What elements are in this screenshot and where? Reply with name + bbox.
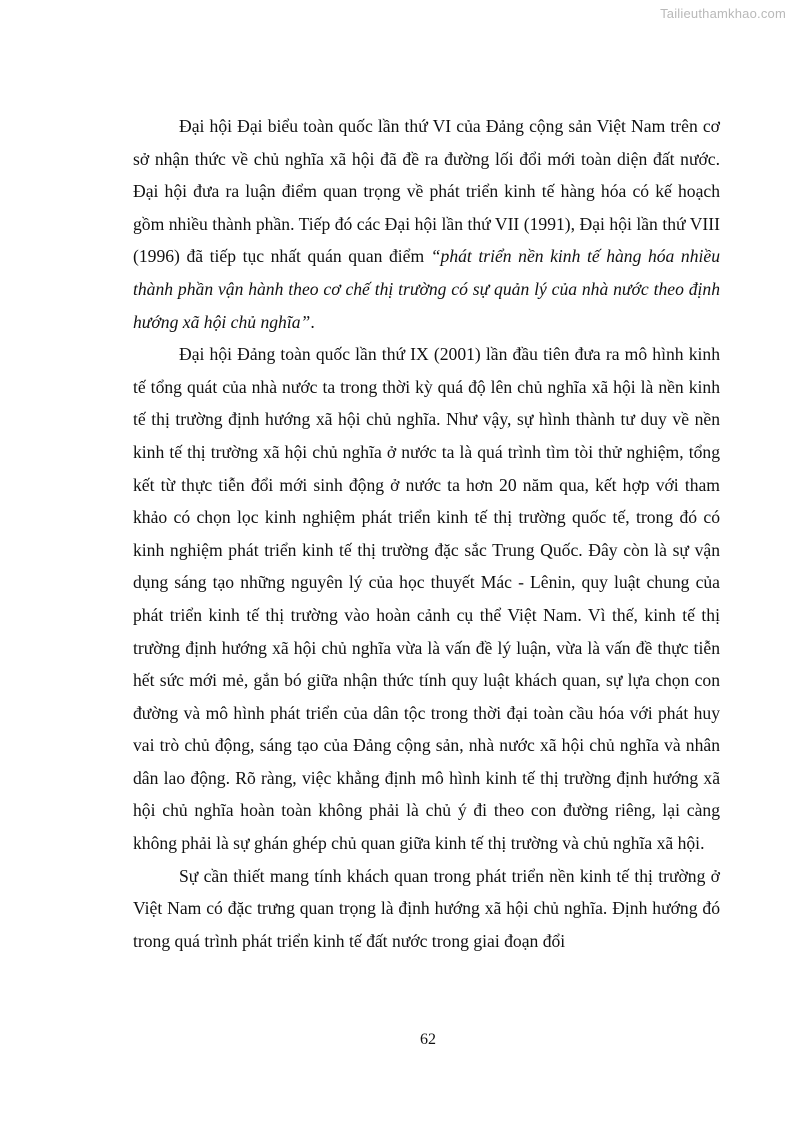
document-body xyxy=(133,110,720,957)
paragraph-3: Sự cần thiết mang tính khách quan trong phát triển nền kinh tế thị trường ở Việt Nam có đặc trưng quan trọng là định hướng xã hội chủ nghĩa. Định hướng đó trong quá trình phát triển kinh tế đất nước trong giai đoạn đổi xyxy=(133,865,720,951)
paragraph-1-quote: “phát triển nền kinh tế hàng hóa nhiều thành phần vận hành theo cơ chế thị trường có sự quản lý của nhà nước theo định hướng xã hội chủ nghĩa” xyxy=(133,246,720,332)
watermark: Tailieuthamkhao.com xyxy=(660,6,786,21)
paragraph-1 xyxy=(133,110,720,338)
paragraph-1-text: Đại hội Đại biểu toàn quốc lần thứ VI của Đảng cộng sản Việt Nam trên cơ sở nhận thức về chủ nghĩa xã hội đã đề ra đường lối đổi mới toàn diện đất nước. Đại hội đưa ra luận điểm quan trọng về phát triển kinh tế hàng hóa có kế hoạch gồm nhiều thành phần. Tiếp đó các Đại hội lần thứ VII (1991), Đại hội lần thứ VIII (1996) đã tiếp tục nhất quán quan điểm xyxy=(133,116,720,267)
paragraph-1-end: . xyxy=(310,311,315,332)
paragraph-2: Đại hội Đảng toàn quốc lần thứ IX (2001) lần đầu tiên đưa ra mô hình kinh tế tổng quát của nhà nước ta trong thời kỳ quá độ lên chủ nghĩa xã hội là nền kinh tế thị trường định hướng xã hội chủ nghĩa. Như vậy, sự hình thành tư duy về nền kinh tế thị trường xã hội chủ nghĩa ở nước ta là quá trình tìm tòi thử nghiệm, tổng kết từ thực tiễn đổi mới sinh động ở nước ta hơn 20 năm qua, kết hợp với tham khảo có chọn lọc kinh nghiệm phát triển kinh tế thị trường quốc tế, trong đó có kinh nghiệm phát triển kinh tế thị trường đặc sắc Trung Quốc. Đây còn là sự vận dụng sáng tạo những nguyên lý của học thuyết Mác - Lênin, quy luật chung của phát triển kinh tế thị trường vào hoàn cảnh cụ thể Việt Nam. Vì thế, kinh tế thị trường định hướng xã hội chủ nghĩa vừa là vấn đề lý luận, vừa là vấn đề thực tiễn hết sức mới mẻ, gắn bó giữa nhận thức tính quy luật khách quan, sự lựa chọn con đường và mô hình phát triển của dân tộc trong thời đại toàn cầu hóa với phát huy vai trò chủ động, sáng tạo của Đảng cộng sản, nhà nước xã hội chủ nghĩa và nhân dân lao động. Rõ ràng, việc khẳng định mô hình kinh tế thị trường định hướng xã hội chủ nghĩa hoàn toàn không phải là chủ ý đi theo con đường riêng, lại càng không phải là sự ghán ghép chủ quan giữa kinh tế thị trường và chủ nghĩa xã hội. xyxy=(133,344,720,854)
page-number: 62 xyxy=(420,1031,436,1048)
